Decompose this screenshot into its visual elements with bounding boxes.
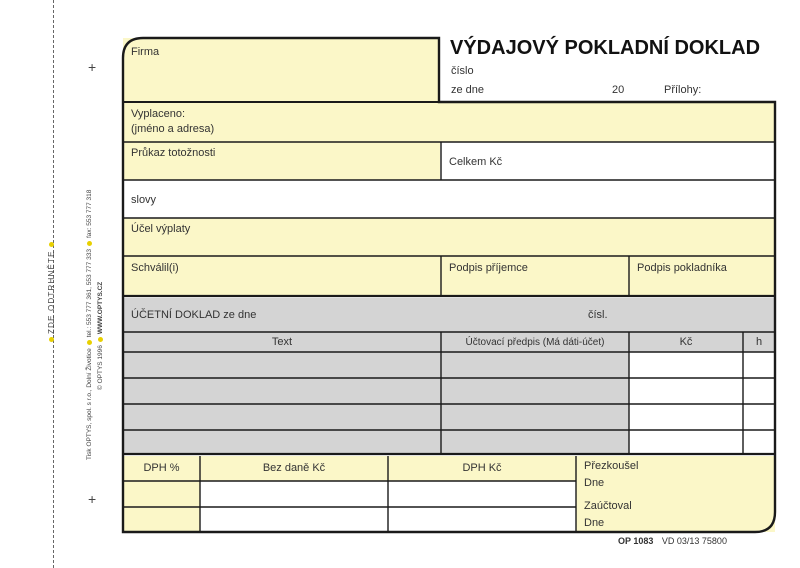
prezkousel-label: Přezkoušel xyxy=(584,460,639,472)
ucel-label: Účel výplaty xyxy=(131,223,191,235)
celkem-label: Celkem Kč xyxy=(449,156,503,168)
col-kc-header: Kč xyxy=(679,336,693,348)
publisher-name: Tisk OPTYS, spol. s r.o., Dolní Životice xyxy=(86,348,93,460)
podpis-prijemce-label: Podpis příjemce xyxy=(449,262,528,274)
dph-pct-header: DPH % xyxy=(143,462,180,474)
publisher-phone: tel.: 553 777 361, 553 777 333 xyxy=(86,249,93,338)
accounting-header-label: ÚČETNÍ DOKLAD ze dne xyxy=(131,309,257,321)
firma-label: Firma xyxy=(131,46,160,58)
ucel-fill xyxy=(123,218,775,256)
publisher-web: WWW.OPTYS.CZ xyxy=(97,281,104,335)
schvalil-label: Schválil(i) xyxy=(131,262,179,274)
form-code-number: OP 1083 xyxy=(618,536,654,546)
firma-fill xyxy=(123,38,439,102)
prilohy-label: Přílohy: xyxy=(664,84,702,96)
zauctoval-label: Zaúčtoval xyxy=(584,500,632,512)
copyright: © OPTYS 1996 xyxy=(97,345,104,390)
vyplaceno-label: Vyplaceno: xyxy=(131,108,186,120)
tear-here-text: ZDE ODTRHNĚTE xyxy=(47,250,56,334)
cislo-label: číslo xyxy=(451,65,474,77)
bez-dane-header: Bez daně Kč xyxy=(262,462,326,474)
year-label: 20 xyxy=(612,84,625,96)
col-predpis-header: Účtovací předpis (Má dáti-účet) xyxy=(465,337,605,348)
publisher-fax: fax: 553 777 318 xyxy=(86,189,93,239)
accounting-rows-fill xyxy=(123,352,629,454)
accounting-cisl-label: čísl. xyxy=(588,309,608,321)
registration-mark-bottom: + xyxy=(88,491,97,507)
col-h-header: h xyxy=(755,336,763,348)
ze-dne-label: ze dne xyxy=(451,84,485,96)
dne2-label: Dne xyxy=(584,517,605,529)
form-code xyxy=(618,536,727,546)
podpis-pokladnika-label: Podpis pokladníka xyxy=(637,262,727,274)
form-title: VÝDAJOVÝ POKLADNÍ DOKLAD xyxy=(450,37,761,59)
vyplaceno-fill xyxy=(123,102,775,142)
prukaz-label: Průkaz totožnosti xyxy=(131,147,216,159)
col-text-header: Text xyxy=(271,336,293,348)
dph-kc-header: DPH Kč xyxy=(462,462,502,474)
dne1-label: Dne xyxy=(584,477,605,489)
slovy-label: slovy xyxy=(131,194,157,206)
registration-mark-top: + xyxy=(88,59,97,75)
jmeno-adresa-label: (jméno a adresa) xyxy=(131,123,215,135)
form-code-version: VD 03/13 75800 xyxy=(661,536,727,546)
